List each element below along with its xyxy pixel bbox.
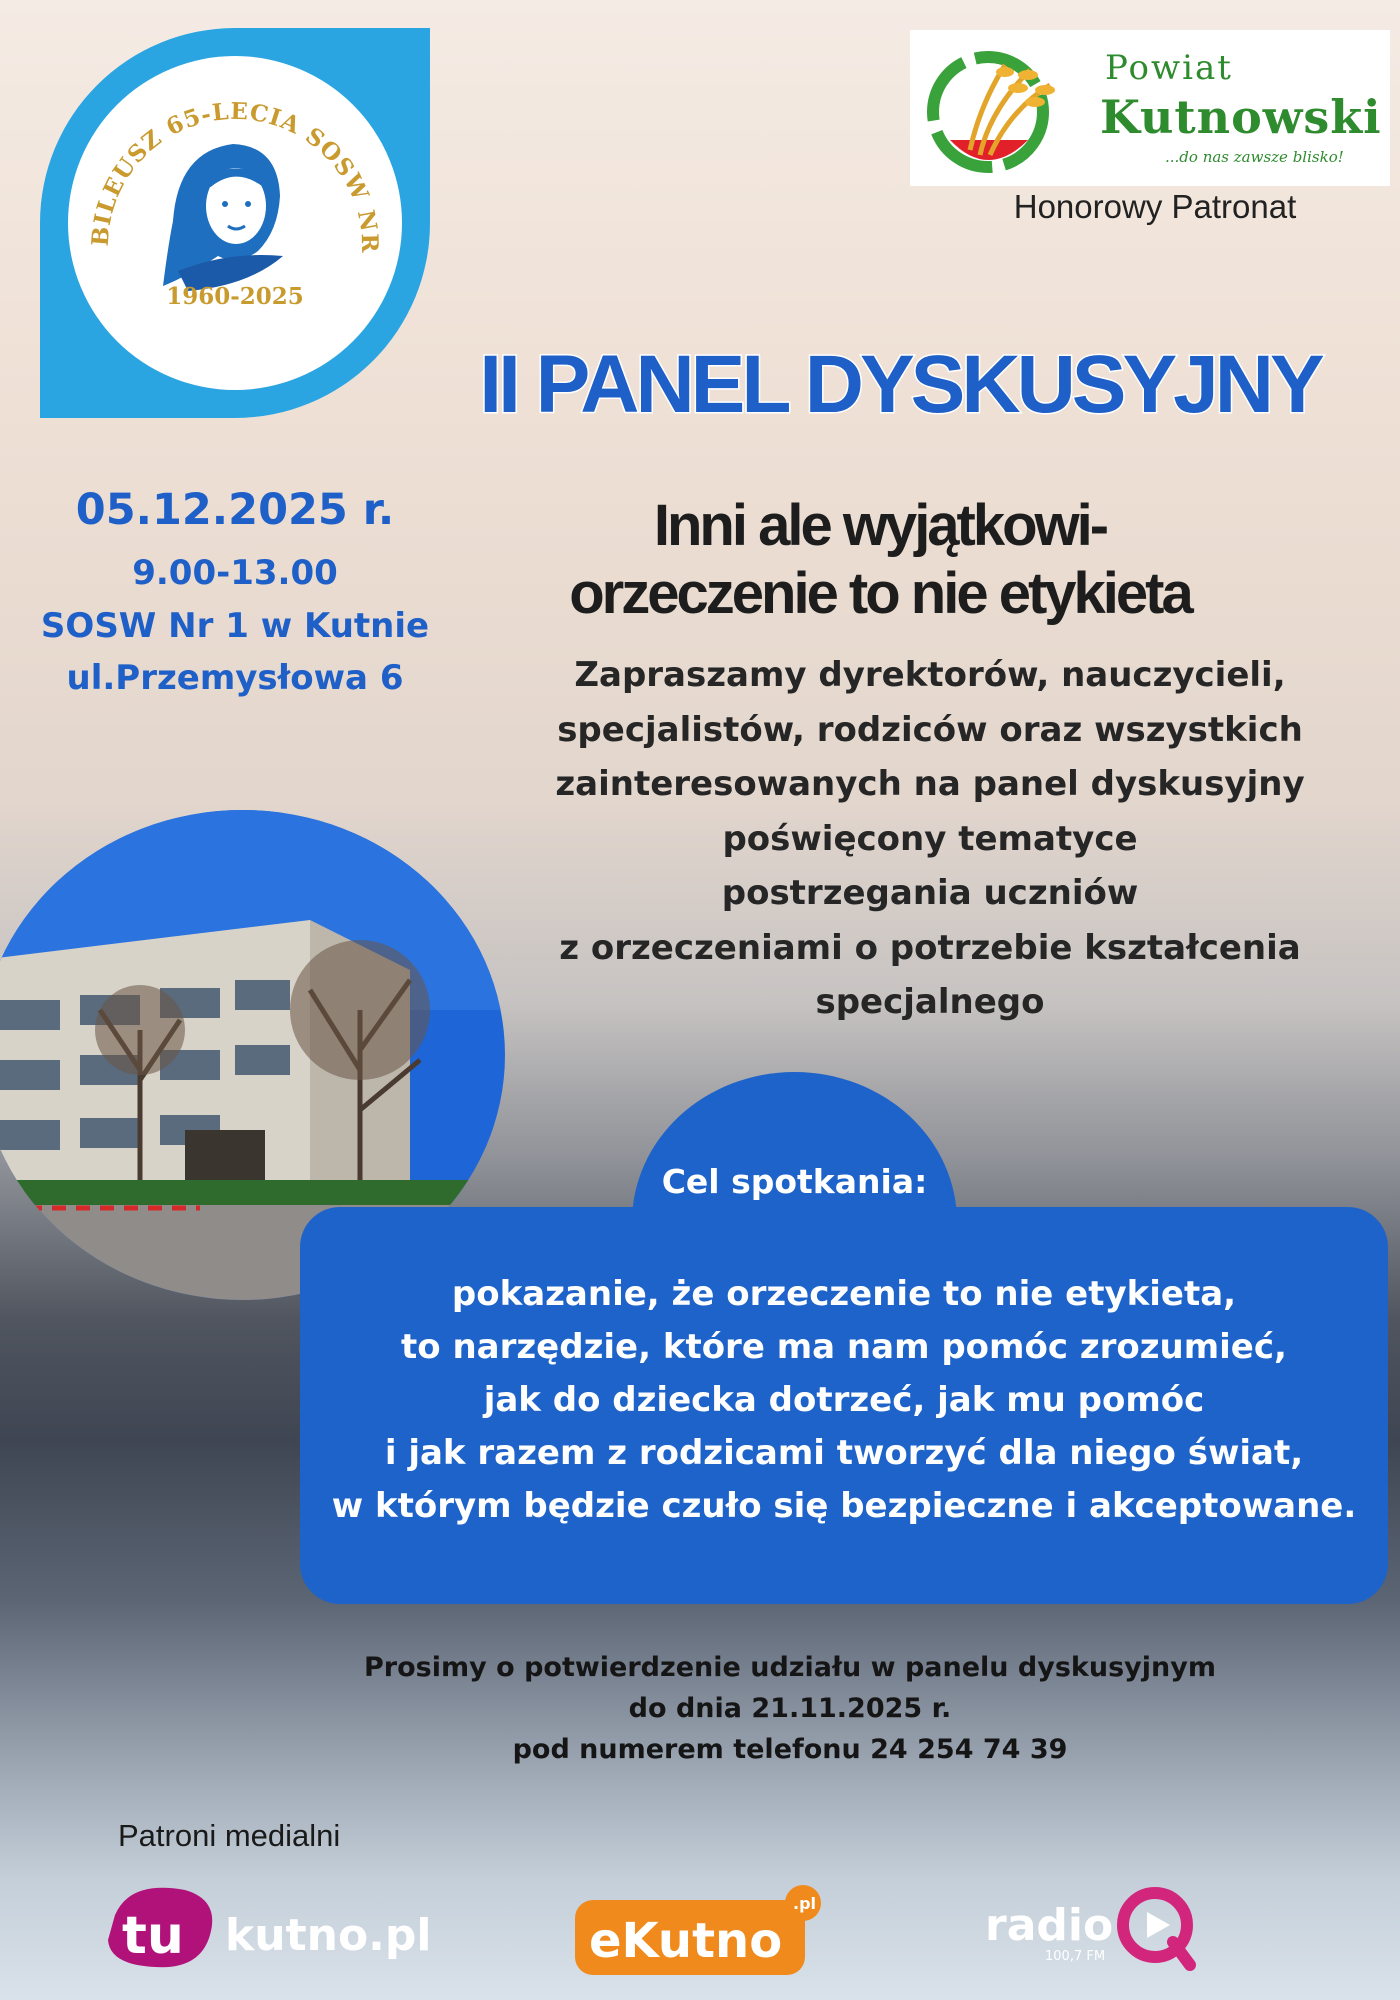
rsvp-info [250,1647,1330,1770]
event-street: ul.Przemysłowa 6 [66,658,404,698]
patronat-label: Honorowy Patronat [1013,188,1297,225]
invite-line: specjalistów, rodziców oraz wszystkich [557,709,1303,750]
invitation-text [500,648,1360,1030]
invite-line: z orzeczeniami o potrzebie kształcenia [559,927,1301,968]
invite-line: Zapraszamy dyrektorów, nauczycieli, [574,655,1286,695]
powiat-slogan: ...do nas zawsze blisko! [1165,148,1344,166]
play-icon [1147,1912,1170,1938]
tukutno-text: kutno.pl [225,1910,432,1961]
kutnowski-word: Kutnowski [1100,90,1382,144]
jubilee-years: 1960-2025 [166,283,304,310]
event-place: SOSW Nr 1 w Kutnie [40,606,430,646]
subtitle-line-1: Inni ale wyjątkowi- [653,493,1107,558]
rsvp-line: Prosimy o potwierdzenie udziału w panelu dyskusyjnym [364,1652,1216,1683]
goal-line: to narzędzie, które ma nam pomóc zrozumieć, [401,1327,1287,1367]
goal-line: pokazanie, że orzeczenie to nie etykieta, [451,1274,1237,1314]
invite-line: postrzegania uczniów [721,873,1139,913]
goal-line: jak do dziecka dotrzeć, jak mu pomóc [483,1380,1205,1420]
rsvp-line: do dnia 21.11.2025 r. [628,1693,952,1724]
tukutno-logo [100,1875,460,1975]
invite-line: zainteresowanych na panel dyskusyjny [555,764,1305,804]
jubilee-emblem [68,56,402,390]
jubilee-ring-text: BILEUSZ 65-LECIA SOSW NR [86,97,384,254]
radio-frequency: 100,7 FM [1045,1949,1106,1964]
rsvp-line: pod numerem telefonu 24 254 74 39 [512,1734,1068,1765]
goal-text [300,1268,1388,1533]
ekutno-pl: .pl [793,1894,817,1913]
invite-line: poświęcony tematyce [722,818,1138,859]
tukutno-tu: tu [122,1906,184,1966]
page-title: II PANEL DYSKUSYJNY [479,339,1321,430]
subtitle-line-2: orzeczenie to nie etykieta [569,561,1191,626]
event-date: 05.12.2025 r. [75,485,395,535]
ekutno-text: eKutno [589,1913,783,1969]
ekutno-logo [575,1885,825,1985]
goal-label: Cel spotkania: [661,1162,928,1201]
powiat-word: Powiat [1105,48,1233,88]
goal-line: w którym będzie czuło się bezpieczne i akceptowane. [331,1486,1357,1526]
radioq-logo [985,1880,1225,1980]
event-time: 9.00-13.00 [132,553,338,593]
media-patrons-label: Patroni medialni [118,1818,341,1853]
goal-line: i jak razem z rodzicami tworzyć dla niego świat, [384,1433,1304,1473]
invite-line: specjalnego [815,982,1045,1022]
radio-text: radio [985,1900,1114,1951]
jubilee-logo-circle [68,56,402,390]
powiat-logo [910,30,1390,186]
